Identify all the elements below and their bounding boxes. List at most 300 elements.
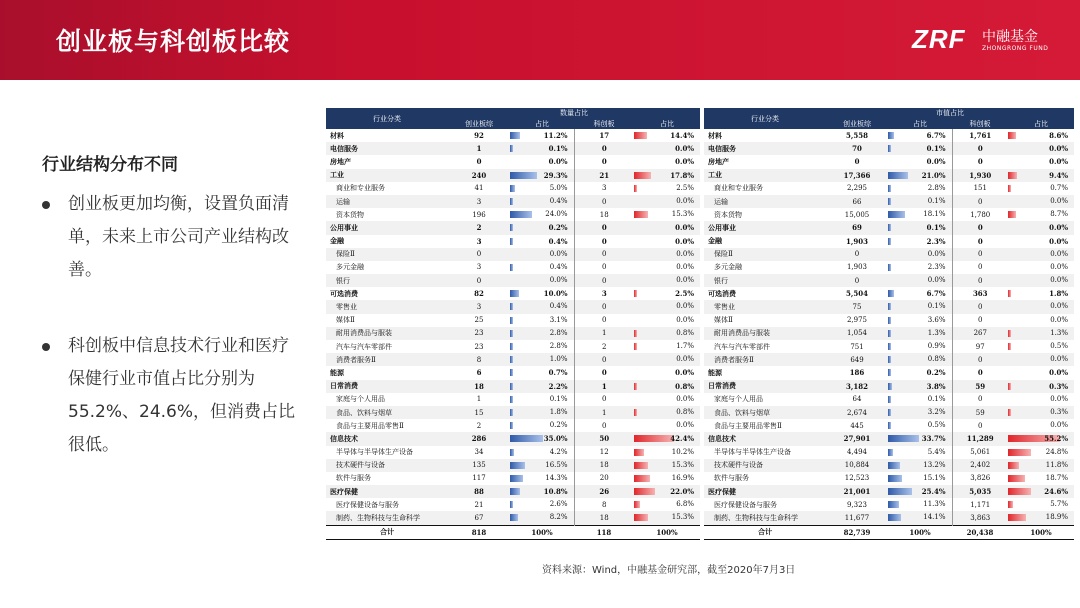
gem-count: 92 (474, 131, 484, 141)
share-bar (634, 449, 644, 456)
gem-share (888, 340, 952, 353)
share-bar (888, 501, 899, 508)
gem-count: 11,677 (826, 511, 888, 525)
industry-label: 材料 (330, 130, 344, 140)
gem-count: 0 (854, 157, 860, 167)
table-row (704, 261, 1074, 274)
share-value: 15.3% (671, 210, 694, 219)
gem-count: 649 (826, 353, 888, 366)
gem-share (888, 393, 952, 406)
share-bar (888, 396, 891, 403)
star-count: 1 (574, 327, 634, 340)
table-row (704, 208, 1074, 221)
page-title: 创业板与科创板比较 (56, 27, 291, 56)
industry-label: 日常消费 (704, 380, 826, 393)
gem-count: 12,523 (844, 474, 870, 483)
share-value: 5.7% (1050, 500, 1068, 509)
share-value: 9.4% (1049, 170, 1068, 180)
star-count: 8 (574, 498, 634, 511)
share-value: 0.0% (926, 157, 946, 167)
table-row (704, 235, 1074, 248)
share-value: 0.0% (676, 302, 694, 311)
gem-count: 15,005 (844, 210, 870, 219)
share-bar (888, 422, 891, 429)
col-header: 占比 (1008, 118, 1074, 129)
share-bar (510, 514, 518, 521)
share-bar (510, 198, 513, 205)
market-cap-share-table (704, 108, 1074, 540)
table-row (704, 274, 1074, 287)
table-row (326, 314, 700, 327)
share-value: 0.2% (926, 368, 946, 378)
industry-label: 半导体与半导体生产设备 (714, 448, 791, 457)
table-row (326, 169, 700, 182)
industry-label: 多元金融 (714, 263, 742, 272)
gem-share (510, 300, 574, 313)
share-bar (510, 462, 525, 469)
table-row (326, 327, 700, 340)
share-bar (888, 449, 893, 456)
gem-count: 6 (476, 368, 482, 378)
share-value: 2.5% (676, 183, 694, 192)
share-value: 5.0% (549, 183, 568, 192)
share-value: 18.1% (923, 210, 946, 219)
share-bar (510, 185, 515, 192)
share-bar (634, 330, 637, 337)
star-count: 0 (574, 142, 634, 155)
gem-count: 135 (448, 459, 510, 472)
share-value: 24.6% (1044, 487, 1068, 497)
star-share (1008, 340, 1074, 353)
star-count: 151 (952, 182, 1008, 195)
share-value: 0.0% (676, 315, 694, 324)
star-share (634, 300, 700, 313)
share-value: 0.1% (549, 394, 568, 403)
share-value: 0.0% (1050, 394, 1068, 403)
star-count: 267 (952, 327, 1008, 340)
share-bar (888, 145, 891, 152)
star-share (1008, 366, 1074, 379)
table-row (704, 142, 1074, 155)
industry-label: 消费者服务Ⅱ (704, 353, 826, 366)
table-row (326, 274, 700, 287)
table-row (326, 406, 700, 419)
share-value: 0.0% (675, 223, 694, 233)
gem-count: 70 (826, 142, 888, 155)
gem-count: 8 (448, 353, 510, 366)
star-share (1008, 353, 1074, 366)
share-value: 3.8% (926, 381, 946, 391)
star-count: 21 (574, 169, 634, 182)
gem-share (510, 208, 574, 221)
industry-label: 消费者服务Ⅱ (326, 353, 448, 366)
star-count: 18 (574, 459, 634, 472)
share-bar (888, 290, 894, 297)
gem-share (888, 459, 952, 472)
industry-label: 医疗保健 (704, 485, 826, 498)
gem-count: 1 (476, 395, 482, 404)
table-row (704, 419, 1074, 432)
table-row (326, 300, 700, 313)
star-count: 1 (574, 380, 634, 393)
industry-label: 房地产 (330, 156, 351, 166)
star-share (634, 366, 700, 379)
star-share (1008, 129, 1074, 142)
star-share (634, 432, 700, 445)
share-bar (510, 449, 514, 456)
share-bar (1008, 383, 1011, 390)
star-count: 50 (574, 432, 634, 445)
gem-count: 34 (474, 448, 484, 457)
share-value: 11.8% (1045, 460, 1068, 469)
share-value: 0.0% (1050, 302, 1068, 311)
star-share (1008, 208, 1074, 221)
col-header: 占比 (634, 118, 700, 129)
share-bar (510, 224, 513, 231)
share-value: 0.0% (676, 355, 694, 364)
total-gem-share: 100% (888, 525, 952, 539)
bullet-item (42, 330, 312, 470)
table-row (326, 340, 700, 353)
gem-share (510, 419, 574, 432)
gem-count: 3 (448, 300, 510, 313)
table-row (326, 142, 700, 155)
share-bar (510, 396, 513, 403)
gem-share (510, 195, 574, 208)
gem-share (510, 129, 574, 142)
share-bar (510, 488, 520, 495)
share-value: 0.4% (548, 236, 568, 246)
share-value: 2.5% (675, 289, 694, 299)
share-value: 0.7% (548, 368, 568, 378)
gem-share (510, 380, 574, 393)
star-share (634, 419, 700, 432)
gem-share (888, 208, 952, 221)
star-count: 97 (952, 340, 1008, 353)
gem-share (510, 498, 574, 511)
share-value: 0.0% (676, 421, 694, 430)
table-row (704, 485, 1074, 498)
share-bar (888, 198, 891, 205)
industry-label: 电信服务 (326, 142, 448, 155)
table-row (326, 366, 700, 379)
star-share (1008, 432, 1074, 445)
total-star-count: 20,438 (952, 525, 1008, 539)
gem-count: 82 (474, 289, 484, 299)
star-count: 0 (574, 300, 634, 313)
logo-en: ZHONGRONG FUND (982, 45, 1049, 52)
industry-label: 工业 (326, 169, 448, 182)
gem-share (510, 472, 574, 485)
share-value: 10.2% (671, 447, 694, 456)
table-row (704, 195, 1074, 208)
star-count: 1,171 (952, 498, 1008, 511)
share-bar (634, 409, 637, 416)
industry-label: 运输 (326, 195, 448, 208)
gem-share (888, 248, 952, 261)
share-bar (1008, 290, 1011, 297)
share-value: 2.8% (549, 342, 568, 350)
industry-label: 工业 (704, 169, 826, 182)
industry-label: 商业和专业服务 (336, 184, 385, 193)
share-value: 10.8% (543, 487, 568, 497)
gem-share (888, 327, 952, 340)
share-value: 0.1% (926, 144, 946, 154)
share-bar (888, 475, 902, 482)
industry-label: 能源 (708, 367, 722, 377)
share-value: 0.0% (1049, 236, 1068, 246)
share-bar (634, 132, 647, 139)
star-count: 59 (952, 380, 1008, 393)
star-count: 0 (952, 248, 1008, 261)
gem-count: 1 (448, 142, 510, 155)
star-share (634, 446, 700, 459)
gem-share (888, 406, 952, 419)
star-count: 18 (574, 511, 634, 525)
share-value: 0.0% (549, 249, 568, 258)
col-industry: 行业分类 (326, 108, 448, 129)
share-bar (1008, 132, 1016, 139)
star-count: 1,930 (952, 169, 1008, 182)
share-value: 11.3% (923, 500, 946, 509)
star-share (1008, 274, 1074, 287)
share-bar (1008, 330, 1011, 337)
industry-label: 食品、饮料与烟草 (704, 406, 826, 419)
share-value: 2.6% (549, 500, 568, 509)
share-value: 5.4% (927, 447, 946, 456)
star-share (1008, 380, 1074, 393)
share-value: 6.8% (676, 500, 694, 509)
count-share-table (326, 108, 700, 540)
gem-share (888, 353, 952, 366)
share-value: 8.2% (549, 513, 568, 522)
gem-share (888, 300, 952, 313)
table-row (326, 419, 700, 432)
share-bar (510, 409, 513, 416)
gem-count: 186 (849, 368, 865, 378)
industry-label: 半导体与半导体生产设备 (336, 448, 413, 457)
share-value: 21.0% (921, 170, 946, 180)
table-row (326, 353, 700, 366)
star-count: 2,402 (952, 459, 1008, 472)
star-count: 0 (952, 274, 1008, 287)
gem-share (510, 432, 574, 445)
star-count: 3,863 (952, 511, 1008, 525)
section-heading: 行业结构分布不同 (42, 155, 178, 175)
share-value: 1.0% (549, 355, 568, 364)
table-row (326, 393, 700, 406)
share-bar (888, 383, 892, 390)
share-value: 33.7% (921, 434, 946, 444)
share-value: 15.1% (923, 473, 946, 482)
star-share (1008, 498, 1074, 511)
star-count: 0 (952, 142, 1008, 155)
table-row (704, 300, 1074, 313)
gem-count: 9,323 (846, 500, 868, 509)
table-row (326, 208, 700, 221)
share-bar (1008, 488, 1031, 495)
table-row (326, 446, 700, 459)
gem-share (888, 195, 952, 208)
total-row (326, 525, 700, 539)
industry-label: 医疗保健设备与服务 (336, 500, 399, 509)
share-value: 24.0% (545, 210, 568, 219)
share-bar (888, 185, 891, 192)
share-value: 0.1% (548, 144, 568, 154)
star-count: 1,780 (952, 208, 1008, 221)
share-value: 0.0% (548, 157, 568, 167)
industry-label: 保险Ⅱ (704, 248, 826, 261)
star-share (1008, 446, 1074, 459)
share-bar (888, 462, 900, 469)
industry-label: 资本货物 (336, 210, 364, 219)
table-row (704, 366, 1074, 379)
share-value: 1.8% (549, 407, 568, 416)
table-row (704, 459, 1074, 472)
star-count: 3 (574, 182, 634, 195)
table-row (704, 169, 1074, 182)
gem-count: 240 (448, 169, 510, 182)
gem-count: 25 (474, 316, 484, 325)
share-value: 0.0% (675, 144, 694, 154)
star-count: 0 (952, 393, 1008, 406)
share-value: 29.3% (543, 170, 568, 180)
share-value: 1.3% (927, 328, 946, 337)
gem-count: 5,504 (846, 289, 868, 299)
gem-share (510, 340, 574, 353)
share-value: 0.0% (676, 394, 694, 403)
table-row (704, 393, 1074, 406)
star-share (1008, 221, 1074, 234)
share-bar (634, 514, 648, 521)
industry-label: 零售业 (704, 300, 826, 313)
star-share (1008, 393, 1074, 406)
share-value: 0.3% (1049, 381, 1068, 391)
gem-count: 3 (448, 195, 510, 208)
gem-share (888, 432, 952, 445)
logo-mark: ZRF (912, 24, 966, 54)
gem-count: 3 (476, 236, 482, 246)
table-row (704, 182, 1074, 195)
star-count: 0 (952, 314, 1008, 327)
star-share (1008, 406, 1074, 419)
gem-share (888, 142, 952, 155)
industry-label: 公用事业 (326, 221, 448, 234)
share-bar (888, 356, 891, 363)
gem-share (888, 155, 952, 168)
share-bar (1008, 409, 1011, 416)
share-bar (1008, 501, 1013, 508)
gem-count: 751 (850, 342, 864, 351)
table-row (704, 287, 1074, 300)
industry-label: 技术硬件与设备 (326, 459, 448, 472)
bullet-dot-icon (42, 343, 50, 351)
share-value: 42.4% (670, 434, 694, 444)
industry-label: 电信服务 (704, 142, 826, 155)
star-share (634, 472, 700, 485)
star-share (634, 459, 700, 472)
bullet-dot-icon (42, 201, 50, 209)
share-bar (888, 303, 891, 310)
gem-share (888, 169, 952, 182)
gem-count: 3 (476, 263, 482, 272)
industry-label: 耐用消费品与服装 (704, 327, 826, 340)
industry-label: 零售业 (326, 300, 448, 313)
share-bar (510, 501, 513, 508)
table-row (704, 314, 1074, 327)
industry-label: 银行 (704, 274, 826, 287)
gem-share (888, 287, 952, 300)
star-share (1008, 182, 1074, 195)
share-value: 3.2% (927, 407, 946, 416)
star-count: 0 (574, 155, 634, 168)
share-value: 0.0% (675, 368, 694, 378)
share-value: 18.7% (1045, 473, 1068, 482)
industry-label: 食品与主要用品零售Ⅱ (336, 421, 404, 430)
star-share (634, 287, 700, 300)
star-share (634, 142, 700, 155)
gem-count: 286 (448, 432, 510, 445)
industry-label: 医疗保健设备与服务 (714, 500, 777, 509)
share-value: 4.2% (549, 447, 568, 456)
gem-share (888, 182, 952, 195)
gem-share (510, 459, 574, 472)
share-bar (510, 422, 513, 429)
gem-count: 1,054 (826, 327, 888, 340)
star-share (1008, 142, 1074, 155)
table-row (326, 511, 700, 525)
share-value: 0.1% (926, 223, 946, 233)
industry-label: 食品、饮料与烟草 (326, 406, 448, 419)
gem-count: 2,674 (826, 406, 888, 419)
share-value: 0.0% (1049, 157, 1068, 167)
star-share (1008, 287, 1074, 300)
share-value: 0.4% (549, 262, 568, 271)
share-value: 0.0% (1050, 355, 1068, 364)
star-count: 59 (952, 406, 1008, 419)
share-value: 0.0% (1050, 421, 1068, 430)
star-share (1008, 235, 1074, 248)
share-bar (510, 356, 513, 363)
industry-label: 金融 (708, 236, 722, 246)
star-share (1008, 459, 1074, 472)
star-share (1008, 155, 1074, 168)
industry-label: 资本货物 (714, 210, 742, 219)
gem-share (510, 221, 574, 234)
star-count: 0 (574, 419, 634, 432)
star-count: 0 (574, 393, 634, 406)
star-share (634, 380, 700, 393)
star-count: 17 (574, 129, 634, 142)
table-row (704, 129, 1074, 142)
header-bar (0, 0, 1080, 80)
gem-share (510, 446, 574, 459)
share-bar (634, 383, 637, 390)
industry-label: 保险Ⅱ (326, 248, 448, 261)
share-value: 0.0% (1049, 368, 1068, 378)
share-bar (634, 290, 637, 297)
share-bar (888, 132, 894, 139)
share-value: 8.6% (1049, 131, 1068, 140)
share-bar (510, 145, 513, 152)
share-bar (510, 172, 537, 179)
share-value: 0.1% (927, 196, 946, 205)
gem-share (888, 511, 952, 525)
share-value: 22.0% (670, 487, 694, 497)
gem-count: 1,903 (846, 236, 868, 246)
table-row (326, 498, 700, 511)
share-value: 0.0% (1050, 196, 1068, 205)
